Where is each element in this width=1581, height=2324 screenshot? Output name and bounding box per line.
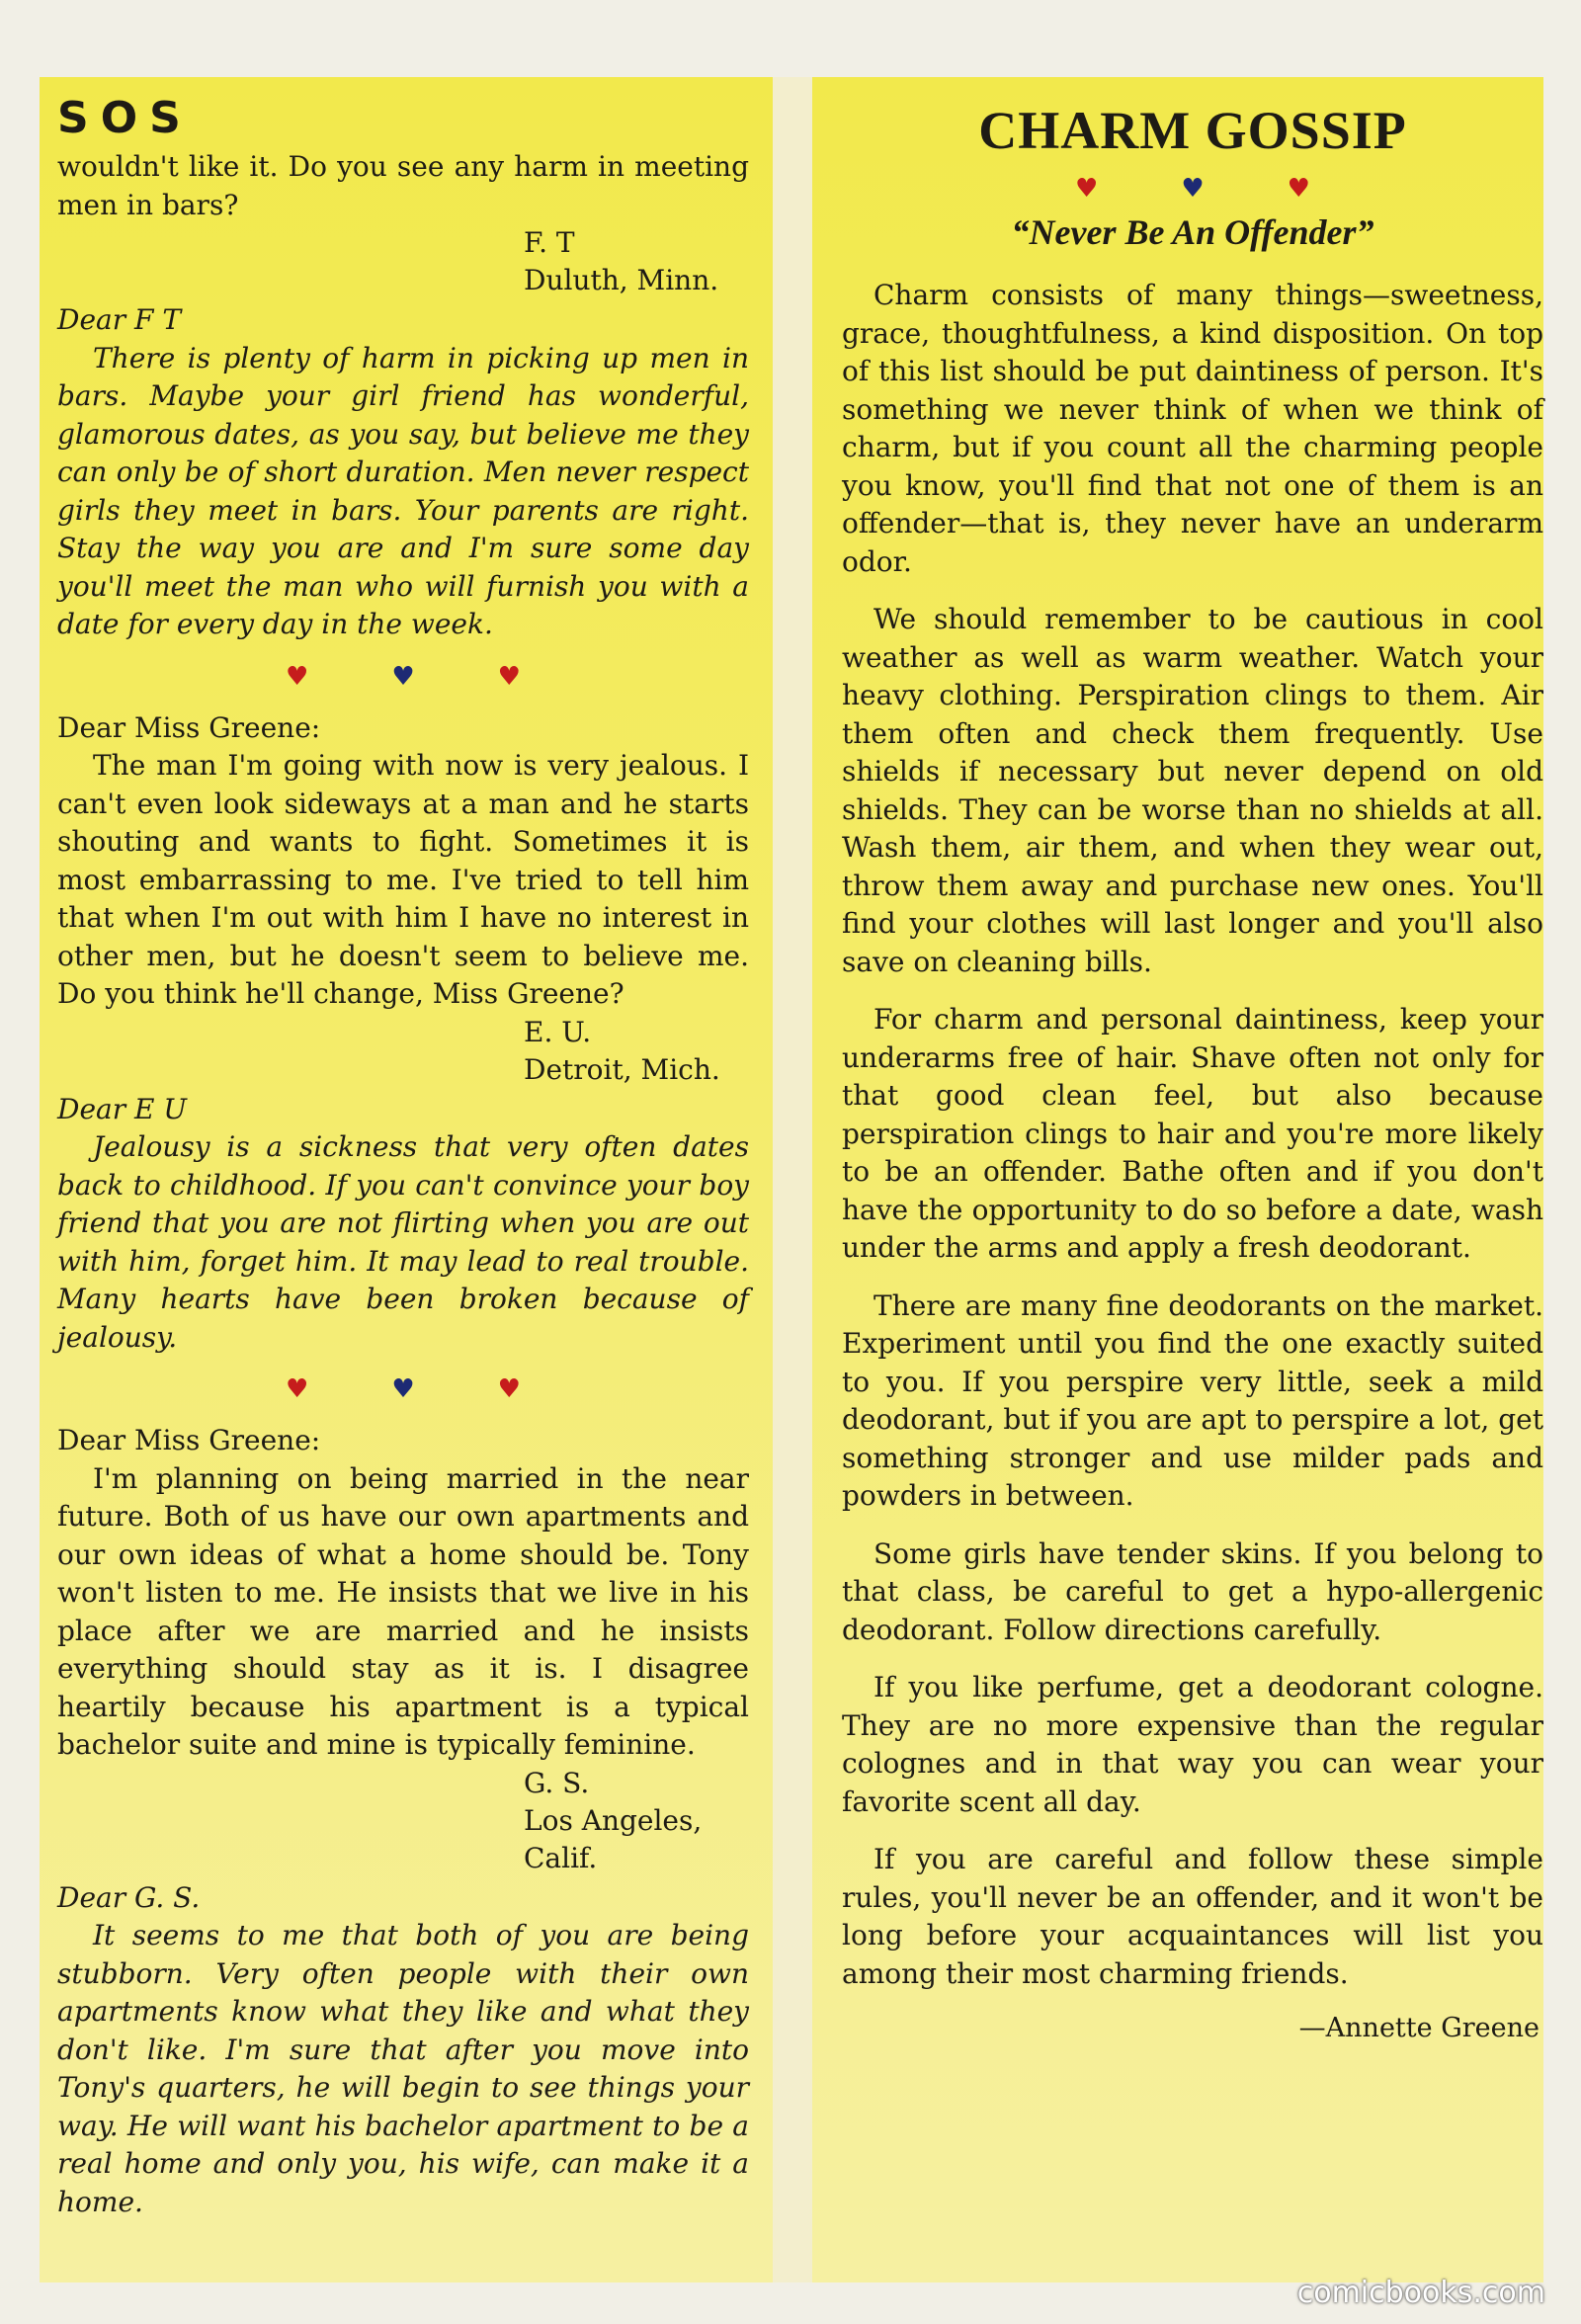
- reply2-text: Jealousy is a sickness that very often dates back to childhood. If you can't convince your boy friend that you are not flirting when you are out with him, forget him. It may lead to real trouble. Many hearts have been broken because of jealousy.: [57, 1130, 749, 1354]
- reply3-salutation: Dear G. S.: [57, 1880, 201, 1914]
- article-paragraph: There are many fine deodorants on the market. Experiment until you find the one exactly suited to you. If you perspire very little, seek a mild deodorant, but if you are apt to perspire a lot, get something stronger and use milder pads and powders in between.: [842, 1288, 1543, 1512]
- signature-2: E. U. Detroit, Mich.: [524, 1015, 720, 1086]
- article-paragraph: If you are careful and follow these simple rules, you'll never be an offender, and it won't be long before your acquaintances will list you among their most charming friends.: [842, 1843, 1543, 1990]
- sos-heading: SOS: [57, 93, 193, 143]
- column-gutter: [773, 77, 812, 2282]
- article-subtitle: “Never Be An Offender”: [1011, 212, 1374, 252]
- sos-column: [40, 77, 773, 2282]
- heart-icon: ♥: [1075, 174, 1099, 204]
- heart-icon: ♥: [391, 1374, 415, 1404]
- heart-divider: [57, 662, 749, 692]
- heart-icon: ♥: [286, 661, 309, 692]
- letter2-text: The man I'm going with now is very jealous. I can't even look sideways at a man and he starts shouting and wants to fight. Sometimes it is most embarrassing to me. I've tried to tell him that when I'm out with him I have no interest in other men, but he doesn't seem to believe me. Do you think he'll change, Miss Greene?: [57, 749, 749, 1010]
- letter3-text: I'm planning on being married in the near future. Both of us have our own apartments and our own ideas of what a home should be. Tony won't listen to me. He insists that we live in his place after we are married and he insists everything should stay as it is. I disagree heartily because his apartment is a typical bachelor suite and mine is typically feminine.: [57, 1461, 749, 1761]
- article-paragraph: Some girls have tender skins. If you belong to that class, be careful to get a hypo-allergenic deodorant. Follow directions carefully.: [842, 1536, 1543, 1646]
- heart-icon: ♥: [286, 1374, 309, 1404]
- heart-icon: ♥: [497, 661, 521, 692]
- heart-divider: [842, 174, 1543, 204]
- heart-icon: ♥: [1181, 174, 1205, 204]
- article-paragraph: Charm consists of many things—sweetness, grace, thoughtfulness, a kind disposition. On top of this list should be put daintiness of person. It's something we never think of when we think of charm, but if you count all the charming people you know, you'll find that not one of them is an offender—that is, they never have an underarm odor.: [842, 279, 1543, 578]
- reply1-salutation: Dear F T: [57, 303, 182, 336]
- magazine-page: [40, 77, 1543, 2282]
- signature-1: F. T Duluth, Minn.: [524, 226, 719, 296]
- charm-gossip-heading: CHARM GOSSIP: [978, 101, 1407, 160]
- letter2-salutation: Dear Miss Greene:: [57, 710, 321, 744]
- reply1-text: There is plenty of harm in picking up men in bars. Maybe your girl friend has wonderful, glamorous dates, as you say, but believe me they can only be of short duration. Men never respect girls they meet in bars. Your parents are right. Stay the way you are and I'm sure some day you'll meet the man who will furnish you with a date for every day in the week.: [57, 341, 749, 640]
- author-byline: —Annette Greene: [1298, 2013, 1539, 2043]
- article-paragraph: If you like perfume, get a deodorant cologne. They are no more expensive than the regular colognes and in that way you can wear your favorite scent all day.: [842, 1671, 1543, 1818]
- charm-gossip-column: [812, 77, 1543, 2282]
- article-paragraph: For charm and personal daintiness, keep your underarms free of hair. Shave often not only for that good clean feel, but also because perspiration clings to hair and you're more likely to be an offender. Bathe often and if you don't have the opportunity to do so before a date, wash under the arms and apply a fresh deodorant.: [842, 1003, 1543, 1264]
- article-paragraph: We should remember to be cautious in cool weather as well as warm weather. Watch your heavy clothing. Perspiration clings to them. Air them often and check them frequently. Use shields if necessary but never depend on old shields. They can be worse than no shields at all. Wash them, air them, and when they wear out, throw them away and purchase new ones. You'll find your clothes will last longer and you'll also save on cleaning bills.: [842, 603, 1543, 978]
- heart-icon: ♥: [1287, 174, 1310, 204]
- heart-icon: ♥: [497, 1374, 521, 1404]
- watermark: comicbooks.com: [1296, 2276, 1545, 2310]
- heart-icon: ♥: [391, 661, 415, 692]
- letter1-continuation: wouldn't like it. Do you see any harm in meeting men in bars?: [57, 150, 749, 221]
- reply2-salutation: Dear E U: [57, 1092, 187, 1125]
- letter3-salutation: Dear Miss Greene:: [57, 1424, 321, 1456]
- reply3-text: It seems to me that both of you are being stubborn. Very often people with their own apartments know what they like and what they don't like. I'm sure that after you move into Tony's quarters, he will begin to see things your way. He will want his bachelor apartment to be a real home and only you, his wife, can make it a home.: [57, 1919, 749, 2218]
- signature-3: G. S. Los Angeles, Calif.: [524, 1766, 703, 1874]
- heart-divider: [57, 1374, 749, 1404]
